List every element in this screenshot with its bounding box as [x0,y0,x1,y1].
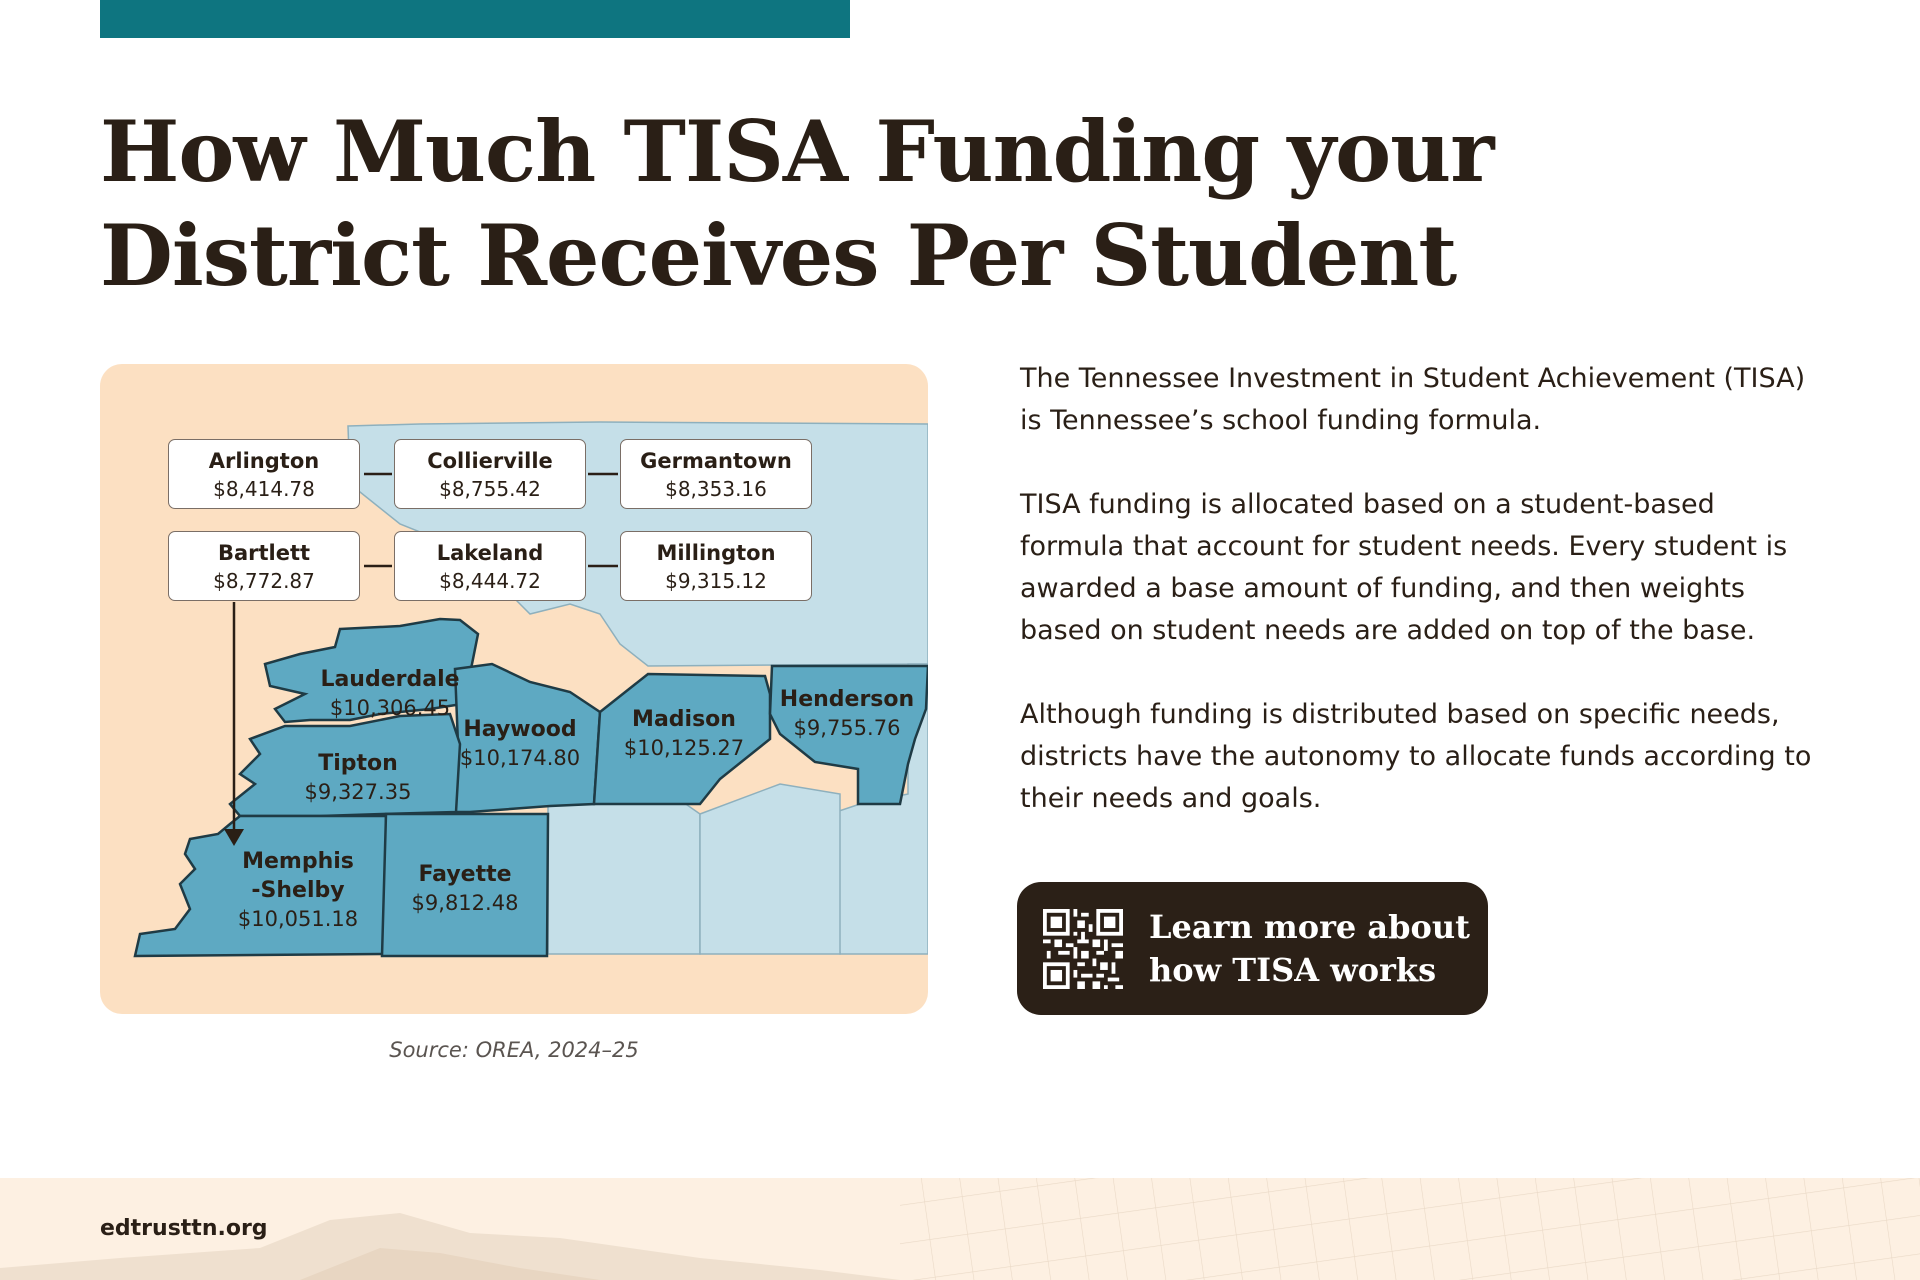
city-value: $8,444.72 [439,569,541,593]
county-value-haywood: $10,174.80 [459,746,581,770]
county-label-shelby: -Shelby [251,878,345,903]
source-caption: Source: OREA, 2024–25 [389,1038,639,1062]
county-value-madison: $10,125.27 [623,736,745,760]
learn-more-line-2: how TISA works [1149,950,1437,989]
background-county-south-1 [548,800,700,954]
learn-more-label [1149,906,1479,992]
county-label-fayette: Fayette [418,862,512,887]
county-label-tipton: Tipton [318,751,398,776]
county-value-memphis-shelby: $10,051.18 [237,907,359,931]
page-title: How Much TISA Funding your District Receives Per Student [100,102,1494,305]
county-value-henderson: $9,755.76 [793,716,901,740]
qr-code-icon [1043,909,1123,989]
city-box-arlington [168,439,360,509]
county-label-madison: Madison [632,707,736,732]
county-label-henderson: Henderson [779,687,915,712]
city-box-lakeland [394,531,586,601]
learn-more-line-1: Learn more about [1149,907,1470,946]
city-name: Arlington [208,449,320,473]
city-box-bartlett [168,531,360,601]
city-value: $9,315.12 [665,569,767,593]
county-value-lauderdale: $10,306.45 [329,696,451,720]
top-accent-bar [100,0,850,38]
city-value: $8,755.42 [439,477,541,501]
city-box-germantown [620,439,812,509]
footer-url-link[interactable]: edtrusttn.org [100,1216,268,1241]
city-value: $8,772.87 [213,569,315,593]
city-name: Millington [656,541,776,565]
county-value-fayette: $9,812.48 [411,891,519,915]
city-value: $8,414.78 [213,477,315,501]
paragraph-intro: The Tennessee Investment in Student Achievement (TISA) is Tennessee’s school funding formula. [1020,363,1806,436]
city-name: Bartlett [217,541,311,565]
city-box-millington [620,531,812,601]
county-value-tipton: $9,327.35 [304,780,412,804]
county-label-lauderdale: Lauderdale [320,667,460,692]
paragraph-autonomy: Although funding is distributed based on specific needs, districts have the autonomy to allocate funds according to their needs and goals. [1020,699,1812,814]
city-box-collierville [394,439,586,509]
learn-more-button[interactable] [1017,882,1488,1015]
footer-band [0,1178,1920,1280]
city-value: $8,353.16 [665,477,767,501]
city-name: Germantown [640,449,792,473]
background-county-south-2 [700,784,840,954]
city-name: Lakeland [436,541,544,565]
paragraph-allocation: TISA funding is allocated based on a student-based formula that account for student needs. Every student is awarded a base amount of funding, and then weights based on student needs are added on top of the base. [1020,489,1788,646]
map-panel [100,364,928,1014]
body-text [1020,358,1820,862]
city-name: Collierville [427,449,553,473]
footer-decoration [0,1178,1920,1280]
county-label-memphis: Memphis [242,849,354,874]
county-label-haywood: Haywood [463,717,577,742]
